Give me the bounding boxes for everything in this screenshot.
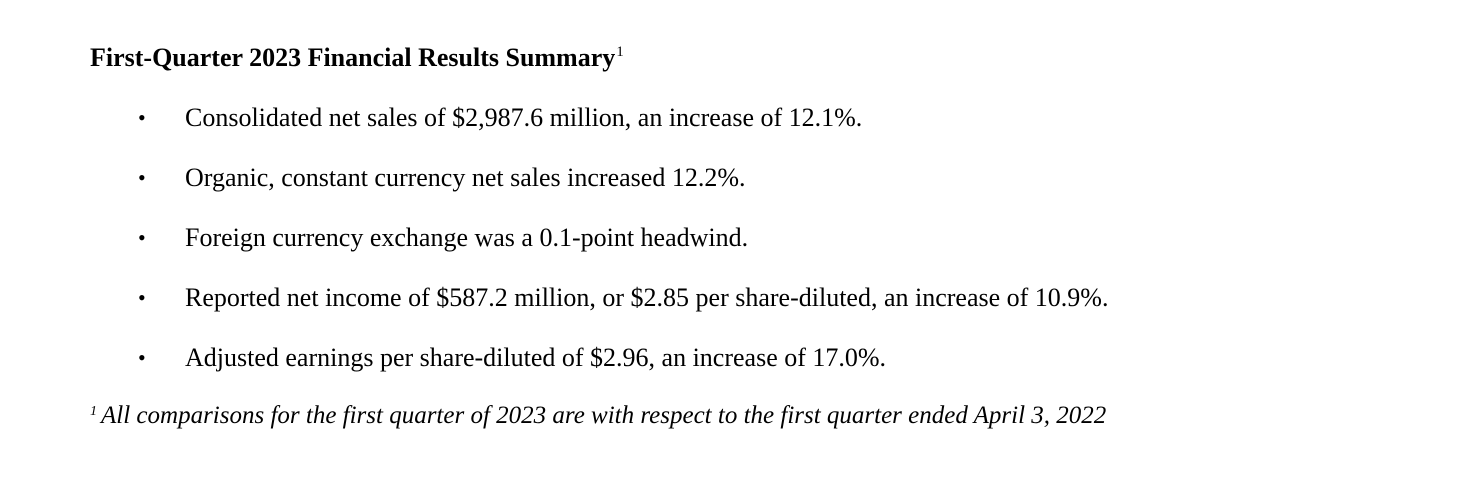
bullet-dot-icon: • <box>138 105 146 130</box>
bullet-text-net-income: Reported net income of $587.2 million, or $2.85 per share-diluted, an increase of 10.9%. <box>185 283 1109 312</box>
bullet-item <box>90 158 1430 218</box>
bullet-item <box>90 278 1430 338</box>
title-footnote-marker: 1 <box>616 44 624 60</box>
footnote-text: All comparisons for the first quarter of 2023 are with respect to the first quarter ended April 3, 2022 <box>101 402 1107 429</box>
footnote <box>90 396 1106 436</box>
bullet-item <box>90 338 1430 398</box>
bullet-dot-icon: • <box>138 225 146 250</box>
bullet-item <box>90 98 1430 158</box>
bullet-text-net-sales: Consolidated net sales of $2,987.6 million, an increase of 12.1%. <box>185 103 863 132</box>
footnote-marker: 1 <box>90 404 97 419</box>
bullet-dot-icon: • <box>138 165 146 190</box>
summary-title-text: First-Quarter 2023 Financial Results Summary <box>90 43 616 72</box>
bullet-text-fx-headwind: Foreign currency exchange was a 0.1-point headwind. <box>185 223 749 252</box>
bullet-text-organic-sales: Organic, constant currency net sales increased 12.2%. <box>185 163 746 192</box>
bullet-item <box>90 218 1430 278</box>
bullet-text-adjusted-eps: Adjusted earnings per share-diluted of $2.96, an increase of 17.0%. <box>185 343 887 372</box>
summary-title <box>90 38 1430 78</box>
results-bullet-list <box>90 98 1430 398</box>
bullet-dot-icon: • <box>138 345 146 370</box>
bullet-dot-icon: • <box>138 285 146 310</box>
document-body <box>90 38 1430 429</box>
